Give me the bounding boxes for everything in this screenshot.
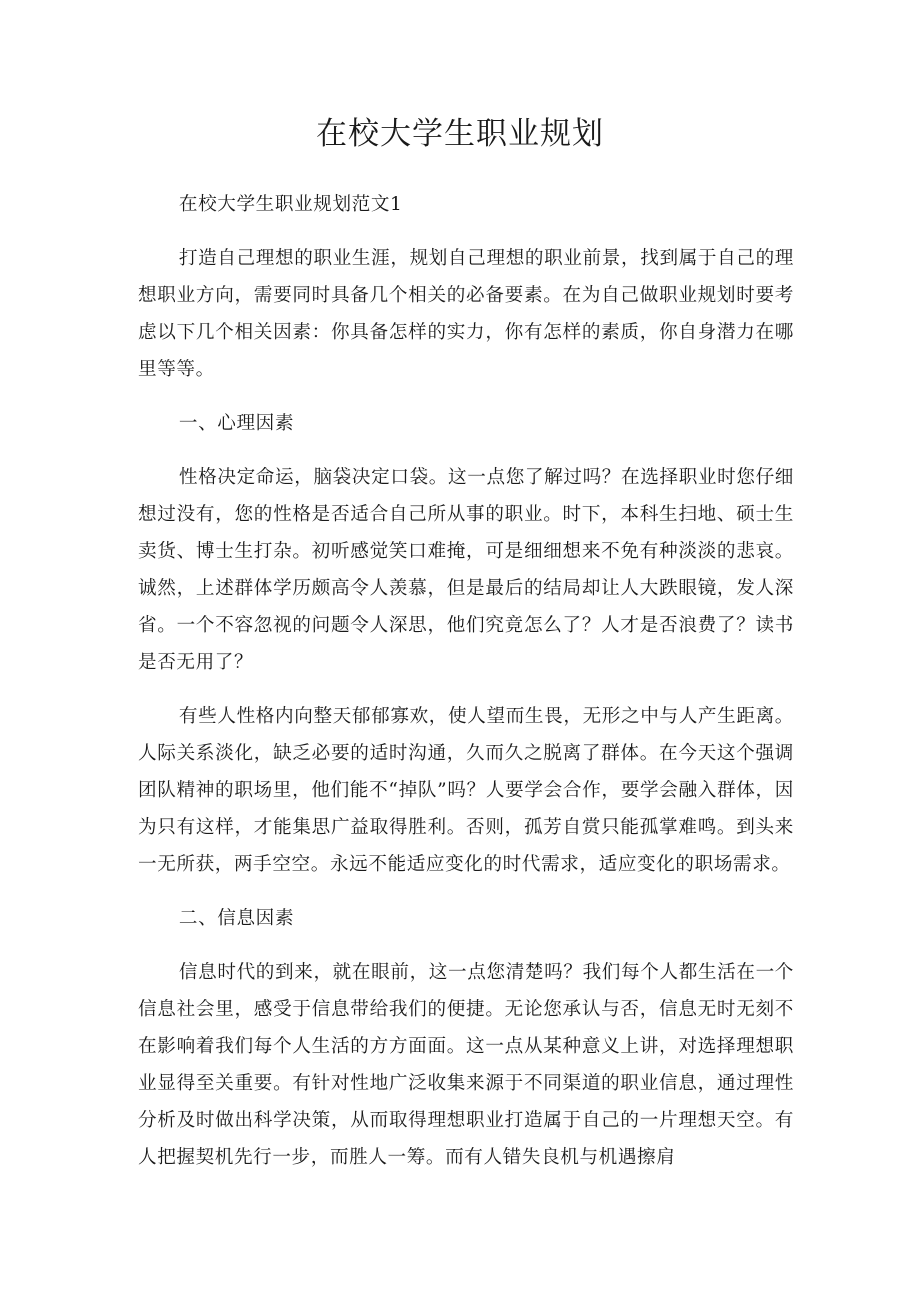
- section-heading: 在校大学生职业规划范文1: [178, 194, 403, 215]
- section-heading: 二、信息因素: [178, 908, 295, 929]
- paragraph: 打造自己理想的职业生涯，规划自己理想的职业前景，找到属于自己的理想职业方向，需要同时具备几个相关的必备要素。在为自己做职业规划时要考虑以下几个相关因素：你具备怎样的实力，你有怎样的素质，你自身潜力在哪里等等。: [138, 248, 794, 380]
- paragraph: 信息时代的到来，就在眼前，这一点您清楚吗？我们每个人都生活在一个信息社会里，感受于信息带给我们的便捷。无论您承认与否，信息无时无刻不在影响着我们每个人生活的方方面面。这一点从某种意义上讲，对选择理想职业显得至关重要。有针对性地广泛收集来源于不同渠道的职业信息，通过理性分析及时做出科学决策，从而取得理想职业打造属于自己的一片理想天空。有人把握契机先行一步，而胜人一筹。而有人错失良机与机遇擦肩: [138, 962, 794, 1168]
- section-heading: 一、心理因素: [178, 413, 295, 434]
- paragraph: 有些人性格内向整天郁郁寡欢，使人望而生畏，无形之中与人产生距离。人际关系淡化，缺乏必要的适时沟通，久而久之脱离了群体。在今天这个强调团队精神的职场里，他们能不“掉队”吗？人要学会合作，要学会融入群体，因为只有这样，才能集思广益取得胜利。否则，孤芳自赏只能孤掌难鸣。到头来一无所获，两手空空。永远不能适应变化的时代需求，适应变化的职场需求。: [138, 706, 794, 875]
- document-title: 在校大学生职业规划: [316, 116, 604, 152]
- document-body: [138, 186, 794, 1193]
- paragraph: 性格决定命运，脑袋决定口袋。这一点您了解过吗？在选择职业时您仔细想过没有，您的性格是否适合自己所从事的职业。时下，本科生扫地、硕士生卖货、博士生打杂。初听感觉笑口难掩，可是细细想来不免有种淡淡的悲哀。诚然，上述群体学历颇高令人羡慕，但是最后的结局却让人大跌眼镜，发人深省。一个不容忽视的问题令人深思，他们究竟怎么了？人才是否浪费了？读书是否无用了？: [138, 467, 794, 673]
